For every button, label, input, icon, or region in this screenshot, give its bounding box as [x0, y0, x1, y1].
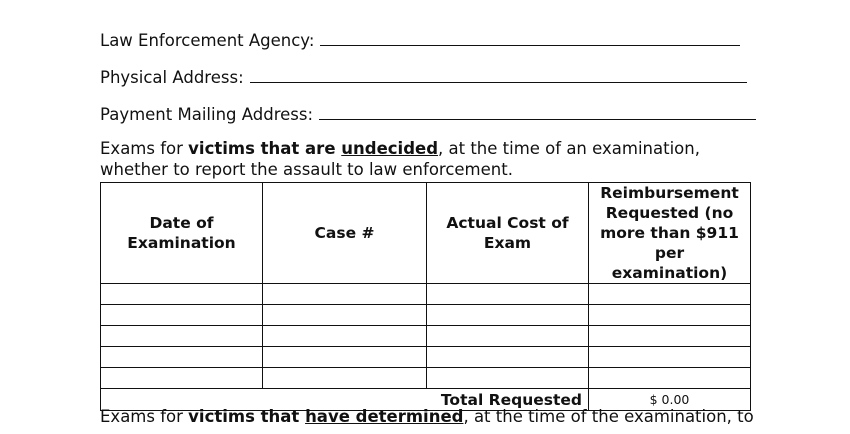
date-cell[interactable]	[101, 368, 263, 389]
header-reimbursement: Reimbursement Requested (no more than $911 per examination)	[589, 183, 751, 284]
p2-bold: victims that	[188, 407, 306, 426]
reimbursement-cell[interactable]	[589, 284, 751, 305]
table-row	[101, 284, 751, 305]
determined-victims-paragraph	[100, 406, 760, 427]
table-row	[101, 305, 751, 326]
payment-mailing-address-field	[100, 100, 756, 124]
cost-cell[interactable]	[427, 284, 589, 305]
case-cell[interactable]	[263, 368, 427, 389]
header-case: Case #	[263, 183, 427, 284]
case-cell[interactable]	[263, 305, 427, 326]
reimbursement-cell[interactable]	[589, 347, 751, 368]
header-date: Date of Examination	[101, 183, 263, 284]
law-enforcement-agency-field	[100, 26, 740, 50]
exams-table	[100, 182, 751, 411]
cost-cell[interactable]	[427, 368, 589, 389]
header-cost: Actual Cost of Exam	[427, 183, 589, 284]
case-cell[interactable]	[263, 347, 427, 368]
mailing-input[interactable]	[319, 118, 756, 120]
date-cell[interactable]	[101, 284, 263, 305]
reimbursement-cell[interactable]	[589, 368, 751, 389]
p2-underline: have determined	[305, 407, 464, 426]
p1-bold: victims that are	[188, 139, 342, 158]
case-cell[interactable]	[263, 284, 427, 305]
address-label: Physical Address:	[100, 68, 244, 87]
physical-address-field	[100, 63, 747, 87]
p1-pre: Exams for	[100, 139, 189, 158]
p2-pre: Exams for	[100, 407, 189, 426]
reimbursement-cell[interactable]	[589, 305, 751, 326]
table-row	[101, 326, 751, 347]
agency-label: Law Enforcement Agency:	[100, 31, 315, 50]
total-requested-value[interactable]: $ 0.00	[589, 389, 751, 411]
undecided-victims-paragraph	[100, 138, 760, 180]
date-cell[interactable]	[101, 305, 263, 326]
total-requested-label: Total Requested	[101, 389, 589, 411]
mailing-label: Payment Mailing Address:	[100, 105, 314, 124]
cost-cell[interactable]	[427, 347, 589, 368]
table-row	[101, 368, 751, 389]
address-input[interactable]	[250, 81, 747, 83]
reimbursement-cell[interactable]	[589, 326, 751, 347]
p2-post: , at the time of the examination, to	[463, 407, 754, 426]
cost-cell[interactable]	[427, 305, 589, 326]
date-cell[interactable]	[101, 326, 263, 347]
p1-post: , at the time of an examination, whether to report the assault to law enforcement.	[100, 139, 700, 179]
p1-underline: undecided	[341, 139, 439, 158]
cost-cell[interactable]	[427, 326, 589, 347]
agency-input[interactable]	[320, 44, 740, 46]
case-cell[interactable]	[263, 326, 427, 347]
table-row	[101, 347, 751, 368]
date-cell[interactable]	[101, 347, 263, 368]
